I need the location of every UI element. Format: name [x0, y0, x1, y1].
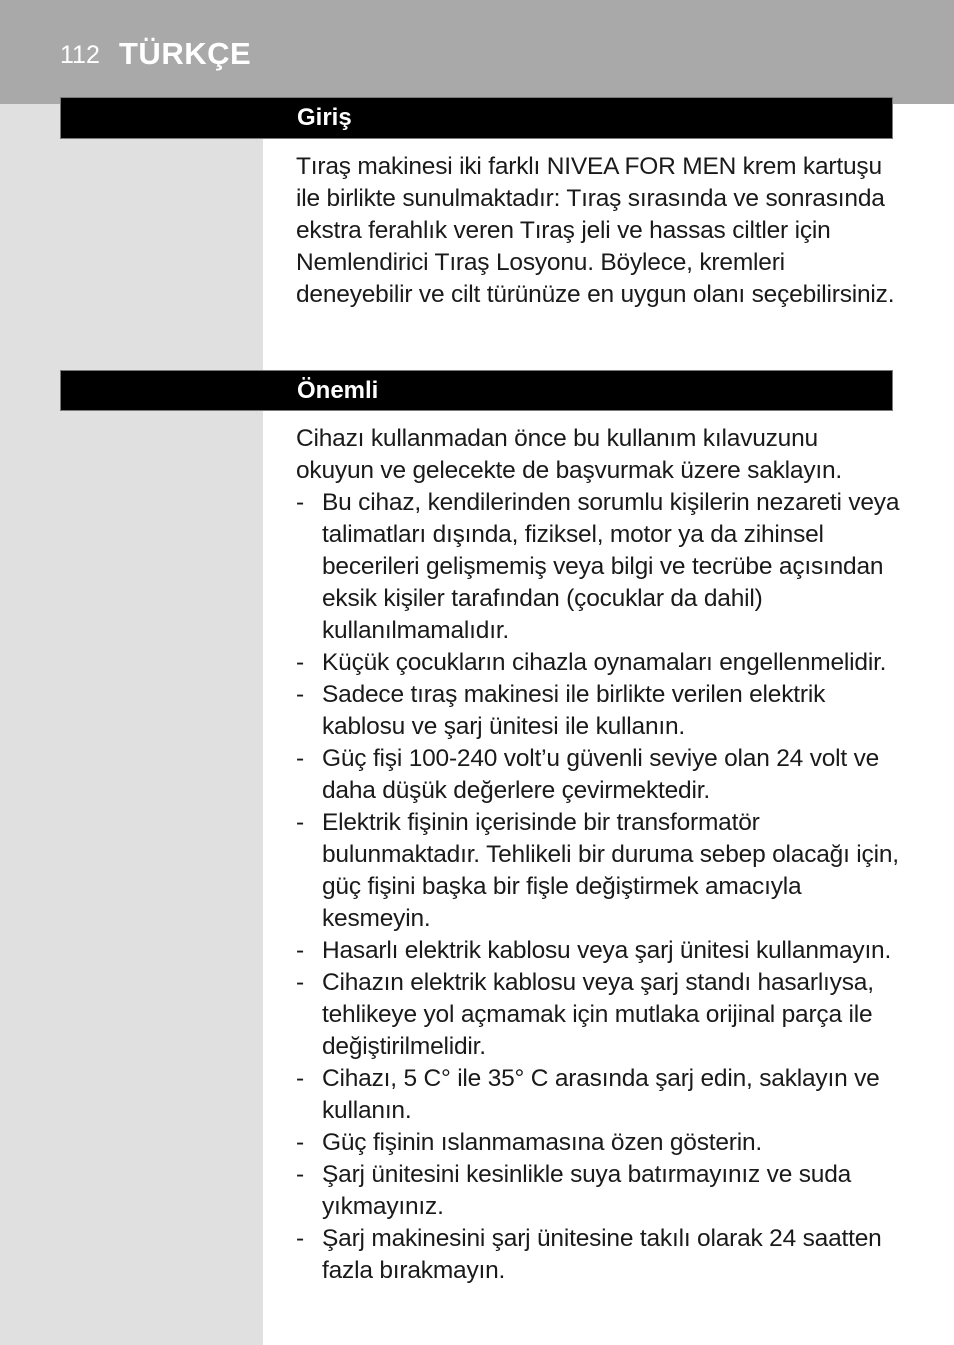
- bullet-dash: -: [296, 969, 304, 996]
- page-header: [0, 0, 954, 104]
- important-lead-paragraph: Cihazı kullanmadan önce bu kullanım kılavuzunu okuyun ve gelecekte de başvurmak üzere saklayın.: [296, 425, 843, 484]
- list-item: [296, 1063, 906, 1127]
- list-item-text: Cihazı, 5 C° ile 35° C arasında şarj edin, saklayın ve kullanın.: [322, 1065, 880, 1124]
- section-title-intro: Giriş: [297, 104, 352, 131]
- section-bar-important: [60, 370, 893, 411]
- list-item: [296, 743, 906, 807]
- list-item-text: Hasarlı elektrik kablosu veya şarj ünitesi kullanmayın.: [322, 937, 892, 964]
- list-item: [296, 1127, 906, 1159]
- page-language-title: TÜRKÇE: [119, 36, 252, 71]
- bullet-dash: -: [296, 1065, 304, 1092]
- bullet-dash: -: [296, 1161, 304, 1188]
- list-item-text: Bu cihaz, kendilerinden sorumlu kişilerin nezareti veya talimatları dışında, fiziksel, motor ya da zihinsel becerileri gelişmemiş veya bilgi ve tecrübe açısından eksik kişiler tarafından (çocuklar da dahil) kullanılmamalıdır.: [322, 489, 900, 644]
- section-bar-intro: [60, 97, 893, 139]
- list-item: [296, 807, 906, 935]
- list-item-text: Elektrik fişinin içerisinde bir transformatör bulunmaktadır. Tehlikeli bir duruma sebep olacağı için, güç fişini başka bir fişle değiştirmek amacıyla kesmeyin.: [322, 809, 899, 932]
- bullet-dash: -: [296, 809, 304, 836]
- list-item-text: Cihazın elektrik kablosu veya şarj standı hasarlıysa, tehlikeye yol açmamak için mutlaka orijinal parça ile değiştirilmelidir.: [322, 969, 874, 1060]
- left-margin-column: [0, 104, 263, 1345]
- list-item-text: Sadece tıraş makinesi ile birlikte verilen elektrik kablosu ve şarj ünitesi ile kullanın.: [322, 681, 826, 740]
- bullet-dash: -: [296, 649, 304, 676]
- bullet-dash: -: [296, 1225, 304, 1252]
- bullet-dash: -: [296, 681, 304, 708]
- list-item: [296, 647, 906, 679]
- list-item-text: Küçük çocukların cihazla oynamaları engellenmelidir.: [322, 649, 887, 676]
- list-item: [296, 487, 906, 647]
- list-item: [296, 935, 906, 967]
- list-item: [296, 967, 906, 1063]
- bullet-dash: -: [296, 937, 304, 964]
- bullet-dash: -: [296, 1129, 304, 1156]
- page-number: 112: [60, 41, 100, 69]
- list-item: [296, 679, 906, 743]
- list-item-text: Güç fişinin ıslanmamasına özen gösterin.: [322, 1129, 763, 1156]
- section-title-important: Önemli: [297, 376, 379, 404]
- bullet-dash: -: [296, 489, 304, 516]
- list-item: [296, 1223, 906, 1287]
- bullet-dash: -: [296, 745, 304, 772]
- list-item-text: Güç fişi 100-240 volt’u güvenli seviye olan 24 volt ve daha düşük değerlere çevirmektedir.: [322, 745, 880, 804]
- list-item-text: Şarj ünitesini kesinlikle suya batırmayınız ve suda yıkmayınız.: [322, 1161, 852, 1220]
- list-item-text: Şarj makinesini şarj ünitesine takılı olarak 24 saatten fazla bırakmayın.: [322, 1225, 882, 1284]
- list-item: [296, 1159, 906, 1223]
- important-bullet-list: [296, 487, 906, 1287]
- intro-paragraph: Tıraş makinesi iki farklı NIVEA FOR MEN krem kartuşu ile birlikte sunulmaktadır: Tıraş sırasında ve sonrasında ekstra ferahlık veren Tıraş jeli ve hassas ciltler için Nemlendirici Tıraş Losyonu. Böylece, kremleri deneyebilir ve cilt türünüze en uygun olanı seçebilirsiniz.: [296, 153, 895, 308]
